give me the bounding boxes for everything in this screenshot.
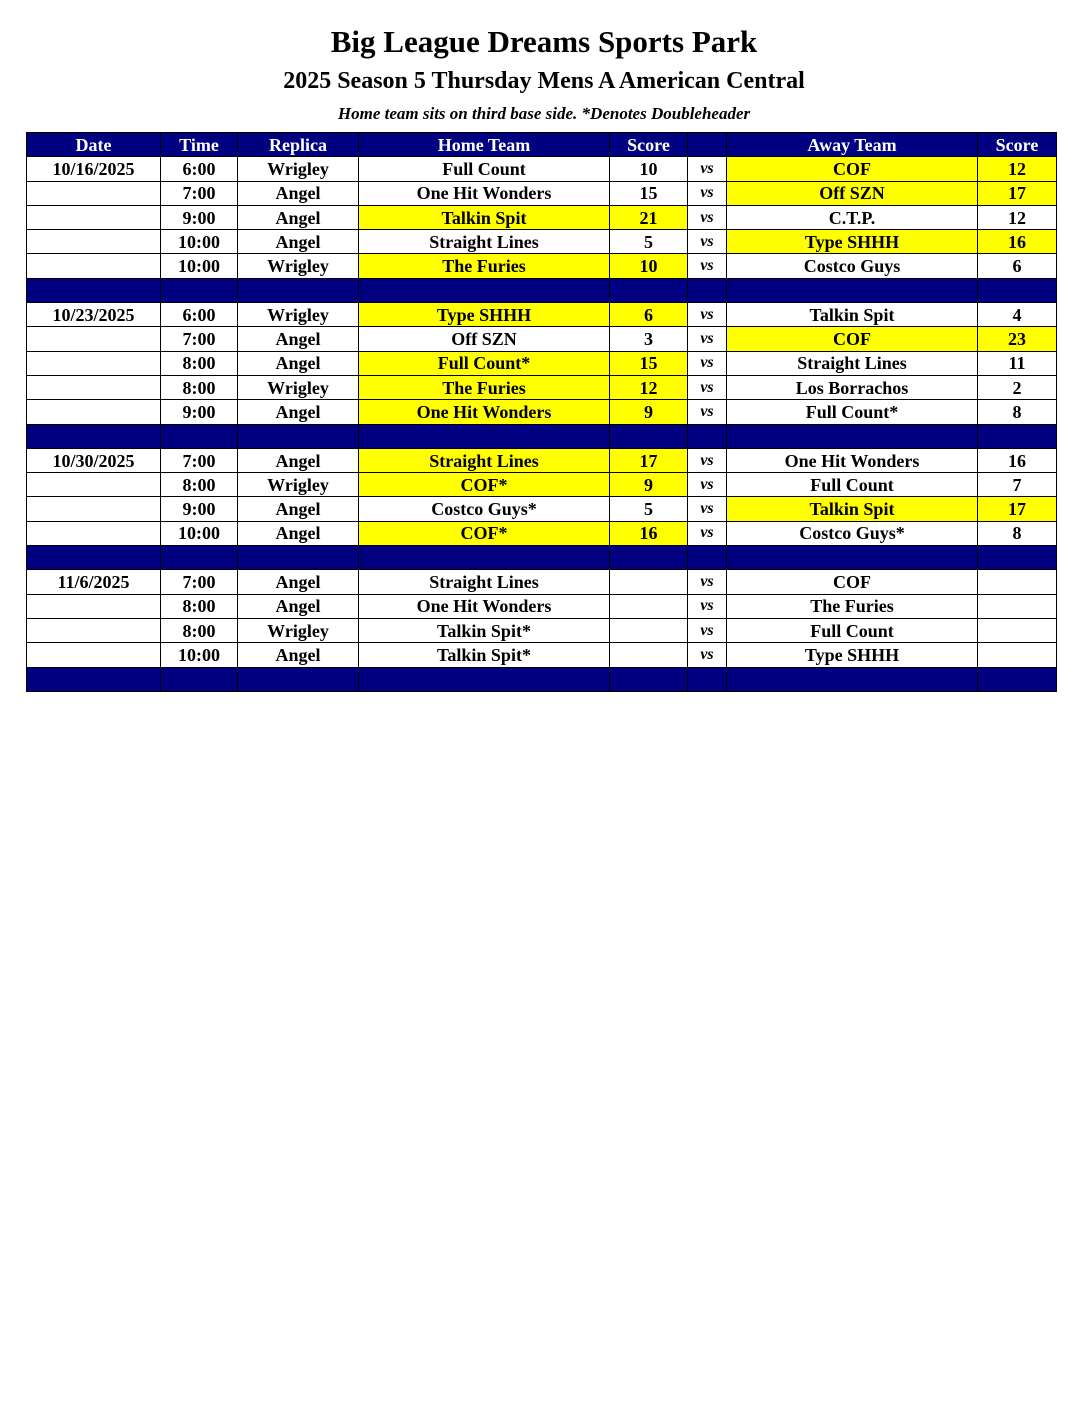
game-date <box>27 205 161 229</box>
game-date <box>27 375 161 399</box>
home-team: Full Count <box>359 157 610 181</box>
game-date <box>27 594 161 618</box>
game-date <box>27 473 161 497</box>
vs-label: vs <box>688 205 727 229</box>
vs-label: vs <box>688 181 727 205</box>
away-score: 16 <box>978 230 1057 254</box>
home-score: 5 <box>610 497 688 521</box>
game-row <box>27 205 1057 229</box>
game-replica: Angel <box>238 400 359 424</box>
header-home-team: Home Team <box>359 133 610 157</box>
game-date <box>27 643 161 667</box>
game-replica: Wrigley <box>238 473 359 497</box>
away-score <box>978 570 1057 594</box>
home-score: 16 <box>610 521 688 545</box>
separator-cell <box>727 667 978 691</box>
home-team: Off SZN <box>359 327 610 351</box>
game-row <box>27 618 1057 642</box>
away-score: 16 <box>978 448 1057 472</box>
header-time: Time <box>161 133 238 157</box>
separator-cell <box>27 546 161 570</box>
home-team: One Hit Wonders <box>359 594 610 618</box>
vs-label: vs <box>688 157 727 181</box>
game-time: 10:00 <box>161 643 238 667</box>
separator-cell <box>238 278 359 302</box>
game-replica: Angel <box>238 497 359 521</box>
header-home-score: Score <box>610 133 688 157</box>
game-time: 7:00 <box>161 181 238 205</box>
home-score: 10 <box>610 157 688 181</box>
game-date <box>27 230 161 254</box>
game-replica: Wrigley <box>238 157 359 181</box>
page-subtitle: 2025 Season 5 Thursday Mens A American Central <box>283 68 805 94</box>
away-team: Off SZN <box>727 181 978 205</box>
home-team: The Furies <box>359 254 610 278</box>
game-time: 8:00 <box>161 594 238 618</box>
away-score: 8 <box>978 521 1057 545</box>
vs-label: vs <box>688 303 727 327</box>
game-replica: Angel <box>238 181 359 205</box>
separator-cell <box>27 667 161 691</box>
away-score: 8 <box>978 400 1057 424</box>
game-row <box>27 230 1057 254</box>
game-time: 7:00 <box>161 570 238 594</box>
away-team: The Furies <box>727 594 978 618</box>
game-date: 10/23/2025 <box>27 303 161 327</box>
home-score: 5 <box>610 230 688 254</box>
home-team: Costco Guys* <box>359 497 610 521</box>
header-replica: Replica <box>238 133 359 157</box>
away-team: COF <box>727 157 978 181</box>
game-time: 9:00 <box>161 400 238 424</box>
home-score: 9 <box>610 400 688 424</box>
game-time: 10:00 <box>161 230 238 254</box>
game-time: 6:00 <box>161 157 238 181</box>
home-team: Talkin Spit* <box>359 618 610 642</box>
away-team: Costco Guys <box>727 254 978 278</box>
away-score: 6 <box>978 254 1057 278</box>
home-team: One Hit Wonders <box>359 400 610 424</box>
header-row <box>27 133 1057 157</box>
separator-cell <box>978 424 1057 448</box>
away-score <box>978 594 1057 618</box>
away-score: 17 <box>978 181 1057 205</box>
header-away-score: Score <box>978 133 1057 157</box>
game-date: 10/16/2025 <box>27 157 161 181</box>
week-separator <box>27 667 1057 691</box>
game-replica: Angel <box>238 594 359 618</box>
game-time: 8:00 <box>161 618 238 642</box>
home-score: 9 <box>610 473 688 497</box>
separator-cell <box>27 278 161 302</box>
game-date <box>27 351 161 375</box>
vs-label: vs <box>688 400 727 424</box>
game-replica: Wrigley <box>238 303 359 327</box>
separator-cell <box>727 278 978 302</box>
game-date <box>27 521 161 545</box>
away-score: 12 <box>978 157 1057 181</box>
separator-cell <box>978 278 1057 302</box>
game-time: 8:00 <box>161 473 238 497</box>
vs-label: vs <box>688 254 727 278</box>
separator-cell <box>610 424 688 448</box>
home-team: The Furies <box>359 375 610 399</box>
separator-cell <box>727 546 978 570</box>
away-team: COF <box>727 327 978 351</box>
game-replica: Angel <box>238 327 359 351</box>
game-row <box>27 327 1057 351</box>
separator-cell <box>978 546 1057 570</box>
separator-cell <box>161 667 238 691</box>
page-title: Big League Dreams Sports Park <box>330 24 758 59</box>
game-time: 8:00 <box>161 351 238 375</box>
separator-cell <box>238 546 359 570</box>
week-separator <box>27 546 1057 570</box>
game-time: 8:00 <box>161 375 238 399</box>
away-score <box>978 643 1057 667</box>
home-score: 12 <box>610 375 688 399</box>
game-row <box>27 643 1057 667</box>
away-score: 11 <box>978 351 1057 375</box>
home-score <box>610 570 688 594</box>
game-row <box>27 448 1057 472</box>
game-time: 10:00 <box>161 521 238 545</box>
separator-cell <box>610 667 688 691</box>
game-time: 7:00 <box>161 327 238 351</box>
vs-label: vs <box>688 448 727 472</box>
game-date <box>27 400 161 424</box>
separator-cell <box>688 424 727 448</box>
game-time: 10:00 <box>161 254 238 278</box>
separator-cell <box>688 278 727 302</box>
home-score: 3 <box>610 327 688 351</box>
game-date: 10/30/2025 <box>27 448 161 472</box>
away-score: 7 <box>978 473 1057 497</box>
game-date: 11/6/2025 <box>27 570 161 594</box>
game-row <box>27 157 1057 181</box>
away-score: 17 <box>978 497 1057 521</box>
home-team: Straight Lines <box>359 230 610 254</box>
separator-cell <box>161 424 238 448</box>
vs-label: vs <box>688 473 727 497</box>
game-replica: Angel <box>238 521 359 545</box>
home-team: Talkin Spit <box>359 205 610 229</box>
home-score <box>610 643 688 667</box>
away-team: Type SHHH <box>727 643 978 667</box>
game-time: 9:00 <box>161 205 238 229</box>
separator-cell <box>688 667 727 691</box>
game-replica: Angel <box>238 643 359 667</box>
game-time: 9:00 <box>161 497 238 521</box>
away-team: One Hit Wonders <box>727 448 978 472</box>
game-date <box>27 181 161 205</box>
separator-cell <box>359 278 610 302</box>
vs-label: vs <box>688 327 727 351</box>
away-team: Talkin Spit <box>727 303 978 327</box>
home-score: 21 <box>610 205 688 229</box>
separator-cell <box>161 278 238 302</box>
game-row <box>27 400 1057 424</box>
home-team: Straight Lines <box>359 570 610 594</box>
away-score: 12 <box>978 205 1057 229</box>
home-team: Type SHHH <box>359 303 610 327</box>
game-row <box>27 473 1057 497</box>
away-team: Los Borrachos <box>727 375 978 399</box>
schedule-body <box>27 157 1057 692</box>
away-team: Full Count <box>727 618 978 642</box>
away-score <box>978 618 1057 642</box>
game-replica: Angel <box>238 351 359 375</box>
away-team: Full Count <box>727 473 978 497</box>
home-team: Full Count* <box>359 351 610 375</box>
separator-cell <box>27 424 161 448</box>
game-replica: Angel <box>238 205 359 229</box>
game-date <box>27 254 161 278</box>
week-separator <box>27 424 1057 448</box>
game-replica: Angel <box>238 570 359 594</box>
game-row <box>27 570 1057 594</box>
separator-cell <box>610 278 688 302</box>
game-row <box>27 521 1057 545</box>
home-team: One Hit Wonders <box>359 181 610 205</box>
home-score: 10 <box>610 254 688 278</box>
away-score: 23 <box>978 327 1057 351</box>
game-date <box>27 497 161 521</box>
separator-cell <box>161 546 238 570</box>
vs-label: vs <box>688 594 727 618</box>
header-vs <box>688 133 727 157</box>
game-date <box>27 618 161 642</box>
vs-label: vs <box>688 230 727 254</box>
schedule-table <box>26 132 1057 692</box>
separator-cell <box>359 424 610 448</box>
vs-label: vs <box>688 351 727 375</box>
separator-cell <box>978 667 1057 691</box>
vs-label: vs <box>688 570 727 594</box>
home-score <box>610 618 688 642</box>
game-replica: Wrigley <box>238 618 359 642</box>
separator-cell <box>359 667 610 691</box>
home-score: 17 <box>610 448 688 472</box>
game-row <box>27 351 1057 375</box>
separator-cell <box>359 546 610 570</box>
separator-cell <box>610 546 688 570</box>
game-replica: Angel <box>238 448 359 472</box>
header-date: Date <box>27 133 161 157</box>
header-away-team: Away Team <box>727 133 978 157</box>
home-score: 6 <box>610 303 688 327</box>
home-team: COF* <box>359 473 610 497</box>
away-team: Full Count* <box>727 400 978 424</box>
separator-cell <box>688 546 727 570</box>
separator-cell <box>238 667 359 691</box>
home-team: COF* <box>359 521 610 545</box>
away-team: Type SHHH <box>727 230 978 254</box>
game-time: 6:00 <box>161 303 238 327</box>
home-score <box>610 594 688 618</box>
away-team: Costco Guys* <box>727 521 978 545</box>
game-row <box>27 497 1057 521</box>
home-score: 15 <box>610 181 688 205</box>
away-team: COF <box>727 570 978 594</box>
game-row <box>27 375 1057 399</box>
game-row <box>27 181 1057 205</box>
vs-label: vs <box>688 497 727 521</box>
game-replica: Wrigley <box>238 254 359 278</box>
home-team: Straight Lines <box>359 448 610 472</box>
separator-cell <box>727 424 978 448</box>
game-time: 7:00 <box>161 448 238 472</box>
home-team: Talkin Spit* <box>359 643 610 667</box>
vs-label: vs <box>688 521 727 545</box>
week-separator <box>27 278 1057 302</box>
away-team: C.T.P. <box>727 205 978 229</box>
game-replica: Wrigley <box>238 375 359 399</box>
vs-label: vs <box>688 375 727 399</box>
away-score: 2 <box>978 375 1057 399</box>
away-score: 4 <box>978 303 1057 327</box>
away-team: Straight Lines <box>727 351 978 375</box>
home-score: 15 <box>610 351 688 375</box>
game-row <box>27 594 1057 618</box>
separator-cell <box>238 424 359 448</box>
away-team: Talkin Spit <box>727 497 978 521</box>
vs-label: vs <box>688 618 727 642</box>
schedule-note: Home team sits on third base side. *Denotes Doubleheader <box>337 104 751 123</box>
game-row <box>27 303 1057 327</box>
vs-label: vs <box>688 643 727 667</box>
game-row <box>27 254 1057 278</box>
game-date <box>27 327 161 351</box>
game-replica: Angel <box>238 230 359 254</box>
